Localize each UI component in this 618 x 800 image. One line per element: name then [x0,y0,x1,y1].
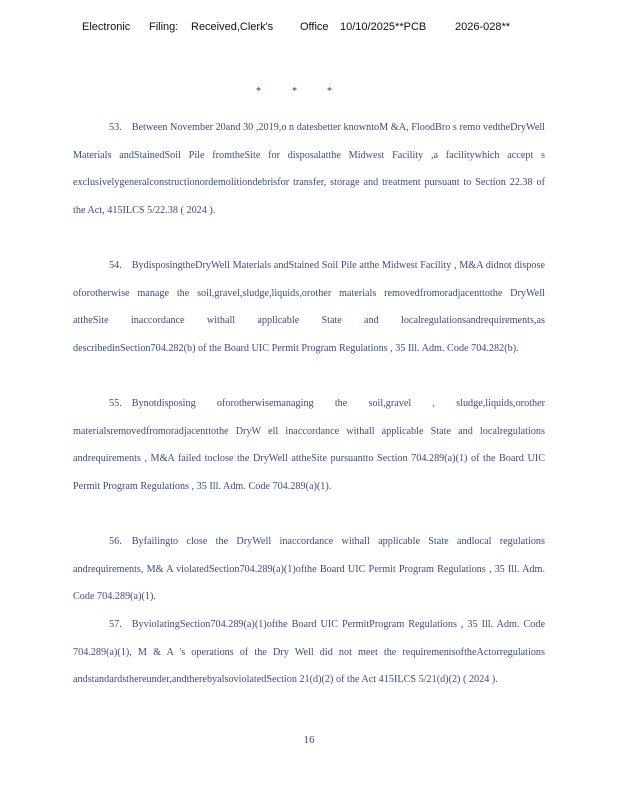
separator-star: * [327,86,332,97]
electronic-filing-header [0,18,618,38]
header-date-pcb: 10/10/2025**PCB [340,21,427,33]
separator-star: * [256,86,261,97]
paragraph-54 [73,252,545,390]
page-number: 16 [303,734,315,746]
header-filing: Filing: [149,21,179,33]
header-office: Office [300,21,329,33]
paragraph-53 [73,114,545,252]
document-body [73,114,545,694]
paragraph-text: Between November 20and 30 ,2019,o n datesbetter knowntoM &A, FloodBro s remo vedtheDryWell Materials andStainedSoil Pile fromtheSite for disposalatthe Midwest Facility ,a facilitywhich accept s exclusivelygeneralconstructionordemolitiondebrisfor transfer, storage and treatment pursuant to Section 22.38 of the Act, 415ILCS 5/22.38 ( 2024 ). [73,122,545,216]
paragraph-text: Bynotdisposing oforotherwisemanaging the soil,gravel , sludge,liquids,orother materialsremovedfromoradjacenttothe DryW ell inaccordance withall applicable State and localregulations andrequirements , M&A failed toclose the DryWell attheSite pursuantto Section 704.289(a)(1) of the Board UIC Permit Program Regulations , 35 Ill. Adm. Code 704.289(a)(1). [73,398,545,492]
section-separator [0,86,618,100]
paragraph-number: 57. [109,619,122,630]
paragraph-57 [73,611,545,694]
header-received: Received,Clerk's [191,21,274,33]
paragraph-number: 53. [109,122,122,133]
paragraph-text: ByviolatingSection704.289(a)(1)ofthe Board UIC PermitProgram Regulations , 35 Ill. Adm. Code 704.289(a)(1), M & A 's operations of the Dry Well did not meet the requirementsoftheActorregulations andstandardsthereunder,andtherebyalsoviolatedSection 21(d)(2) of the Act 415ILCS 5/21(d)(2) ( 2024 ). [73,619,545,686]
paragraph-text: BydisposingtheDryWell Materials andStained Soil Pile atthe Midwest Facility , M&A didnot dispose oforotherwise manage the soil,gravel,sludge,liquids,orother materials removedfromoradjacenttothe DryWell attheSite inaccordance withall applicable State and localregulationsandrequirements,as describedinSection704.282(b) of the Board UIC Permit Program Regulations , 35 Ill. Adm. Code 704.282(b). [73,260,545,354]
paragraph-number: 54. [109,260,122,271]
paragraph-56 [73,528,545,611]
paragraph-55 [73,390,545,528]
header-electronic: Electronic [82,21,131,33]
separator-star: * [292,86,297,97]
paragraph-number: 56. [109,536,122,547]
header-case-number: 2026-028** [455,21,511,33]
paragraph-text: Byfailingto close the DryWell inaccordance withall applicable State andlocal regulations andrequirements, M& A violatedSection704.289(a)(1)ofthe Board UIC Permit Program Regulations , 35 Ill. Adm. Code 704.289(a)(1). [73,536,545,603]
paragraph-number: 55. [109,398,122,409]
